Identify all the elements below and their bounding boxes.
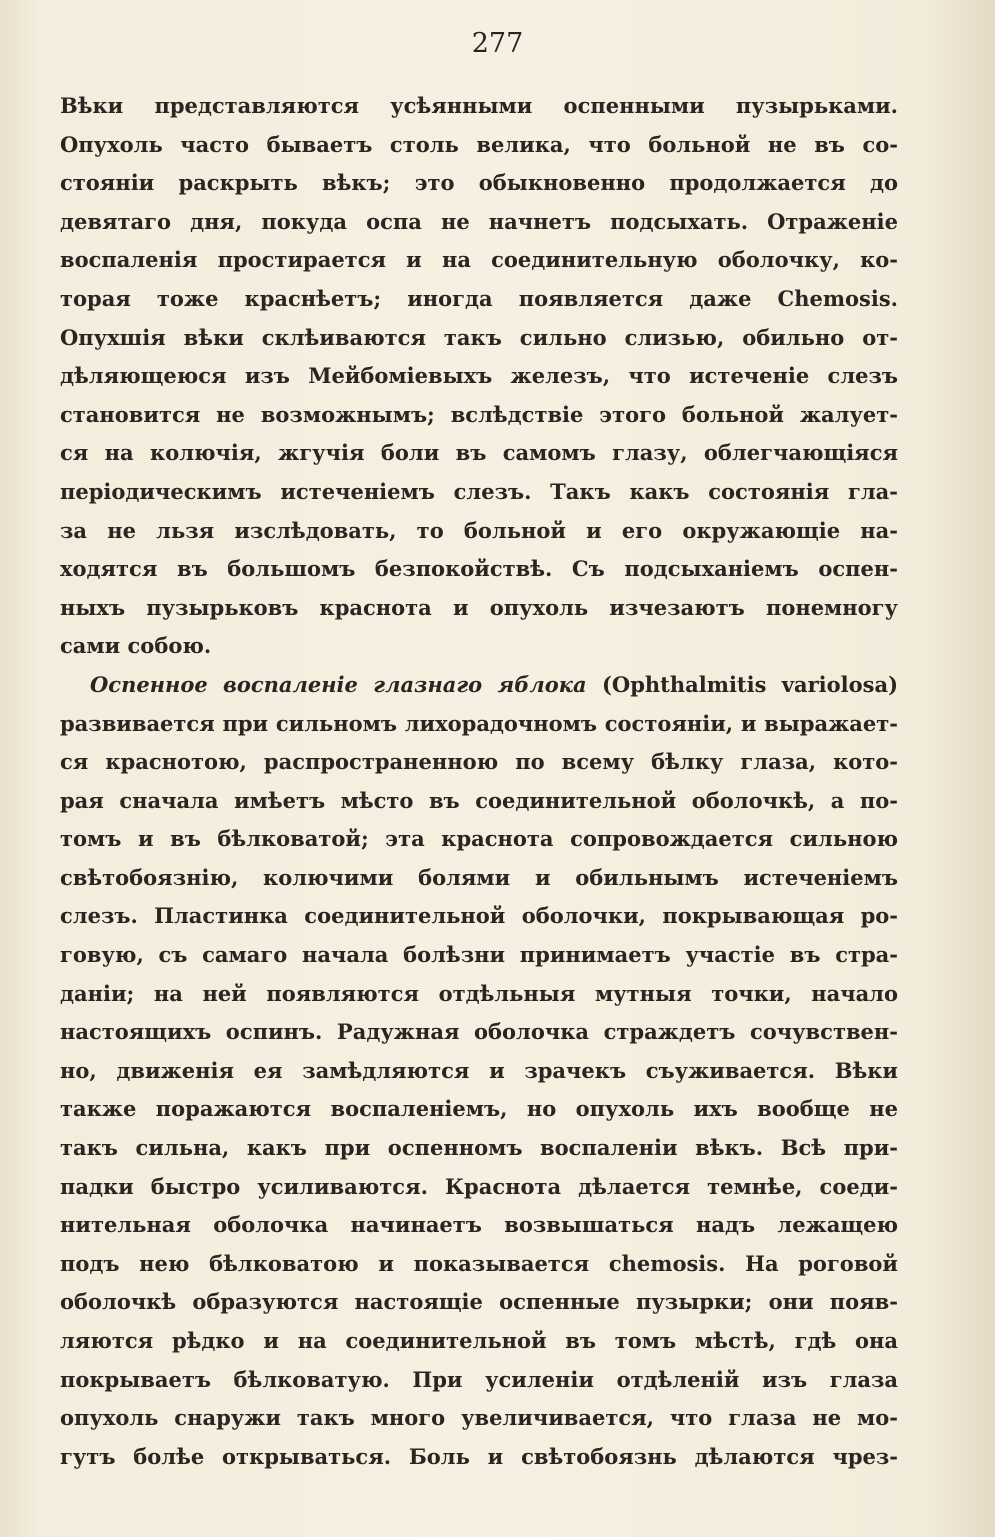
text-line: торая тоже краснѣетъ; иногда появляется даже Chemosis. xyxy=(60,285,898,311)
text-line: девятаго дня, покуда оспа не начнетъ подсыхать. Отраженіе xyxy=(60,208,898,234)
text-line: свѣтобоязнію, колючими болями и обильнымъ истеченіемъ xyxy=(60,864,898,890)
text-line: дѣляющеюся изъ Мейбоміевыхъ железъ, что истеченіе слезъ xyxy=(60,363,898,389)
text-line: ходятся въ большомъ безпокойствѣ. Съ подсыханіемъ оспен- xyxy=(60,556,898,582)
text-line: Опухшія вѣки склѣиваются такъ сильно слизью, обильно от- xyxy=(60,324,898,350)
text-line: опухоль снаружи такъ много увеличивается, что глаза не мо- xyxy=(60,1405,898,1431)
text-line: за не льзя изслѣдовать, то больной и его окружающіе на- xyxy=(60,517,898,543)
text-line: говую, съ самаго начала болѣзни принимаетъ участіе въ стра- xyxy=(60,942,898,968)
text-line: оболочкѣ образуются настоящіе оспенные пузырки; они появ- xyxy=(60,1289,898,1315)
text-line: падки быстро усиливаются. Краснота дѣлается темнѣе, соеди- xyxy=(60,1173,898,1199)
text-line: рая сначала имѣетъ мѣсто въ соединительной оболочкѣ, а по- xyxy=(60,787,898,813)
text-line: стояніи раскрыть вѣкъ; это обыкновенно продолжается до xyxy=(60,170,898,196)
text-line: Вѣки представляются усѣянными оспенными пузырьками. xyxy=(60,93,898,118)
text-line: нительная оболочка начинаетъ возвышаться надъ лежащею xyxy=(60,1212,898,1238)
text-line: становится не возможнымъ; вслѣдствіе этого больной жалует- xyxy=(60,401,898,427)
body-text xyxy=(60,87,898,1476)
latin-term: (Ophthalmitis variolosa) xyxy=(602,671,898,697)
text-line: ляются рѣдко и на соединительной въ томъ мѣстѣ, гдѣ она xyxy=(60,1328,898,1353)
text-line: даніи; на ней появляются отдѣльныя мутныя точки, начало xyxy=(60,980,898,1006)
paragraph-2 xyxy=(60,666,898,1476)
page-number: 277 xyxy=(471,28,524,59)
text-line: но, движенія ея замѣдляются и зрачекъ съуживается. Вѣки xyxy=(60,1057,898,1083)
text-line: Опухоль часто бываетъ столь велика, что больной не въ со- xyxy=(60,131,898,157)
italic-term: Оспенное воспаленіе глазнаго яблока xyxy=(90,671,587,697)
text-line: періодическимъ истеченіемъ слезъ. Такъ какъ состоянія гла- xyxy=(60,478,898,504)
text-line: воспаленія простирается и на соединительную оболочку, ко- xyxy=(60,247,898,273)
paragraph-2-heading-line xyxy=(60,666,898,705)
text-line: такъ сильна, какъ при оспенномъ воспаленіи вѣкъ. Всѣ при- xyxy=(60,1135,898,1161)
text-line: развивается при сильномъ лихорадочномъ состояніи, и выражает- xyxy=(60,710,898,736)
text-line: настоящихъ оспинъ. Радужная оболочка страждетъ сочувствен- xyxy=(60,1019,898,1045)
text-line: покрываетъ бѣлковатую. При усиленіи отдѣленій изъ глаза xyxy=(60,1366,898,1392)
text-line: подъ нею бѣлковатою и показывается chemosis. На роговой xyxy=(60,1250,898,1276)
text-line: ся краснотою, распространенною по всему бѣлку глаза, кото- xyxy=(60,749,898,775)
paragraph-1 xyxy=(60,87,898,666)
text-line: сами собою. xyxy=(60,633,212,659)
text-line: гутъ болѣе открываться. Боль и свѣтобоязнь дѣлаются чрез- xyxy=(60,1443,898,1469)
text-line: слезъ. Пластинка соединительной оболочки, покрывающая ро- xyxy=(60,903,898,929)
text-line: ныхъ пузырьковъ краснота и опухоль изчезаютъ понемногу xyxy=(60,594,898,620)
text-line: ся на колючія, жгучія боли въ самомъ глазу, облегчающіяся xyxy=(60,440,898,466)
text-line: также поражаются воспаленіемъ, но опухоль ихъ вообще не xyxy=(60,1096,898,1122)
text-line: томъ и въ бѣлковатой; эта краснота сопровождается сильною xyxy=(60,826,898,852)
